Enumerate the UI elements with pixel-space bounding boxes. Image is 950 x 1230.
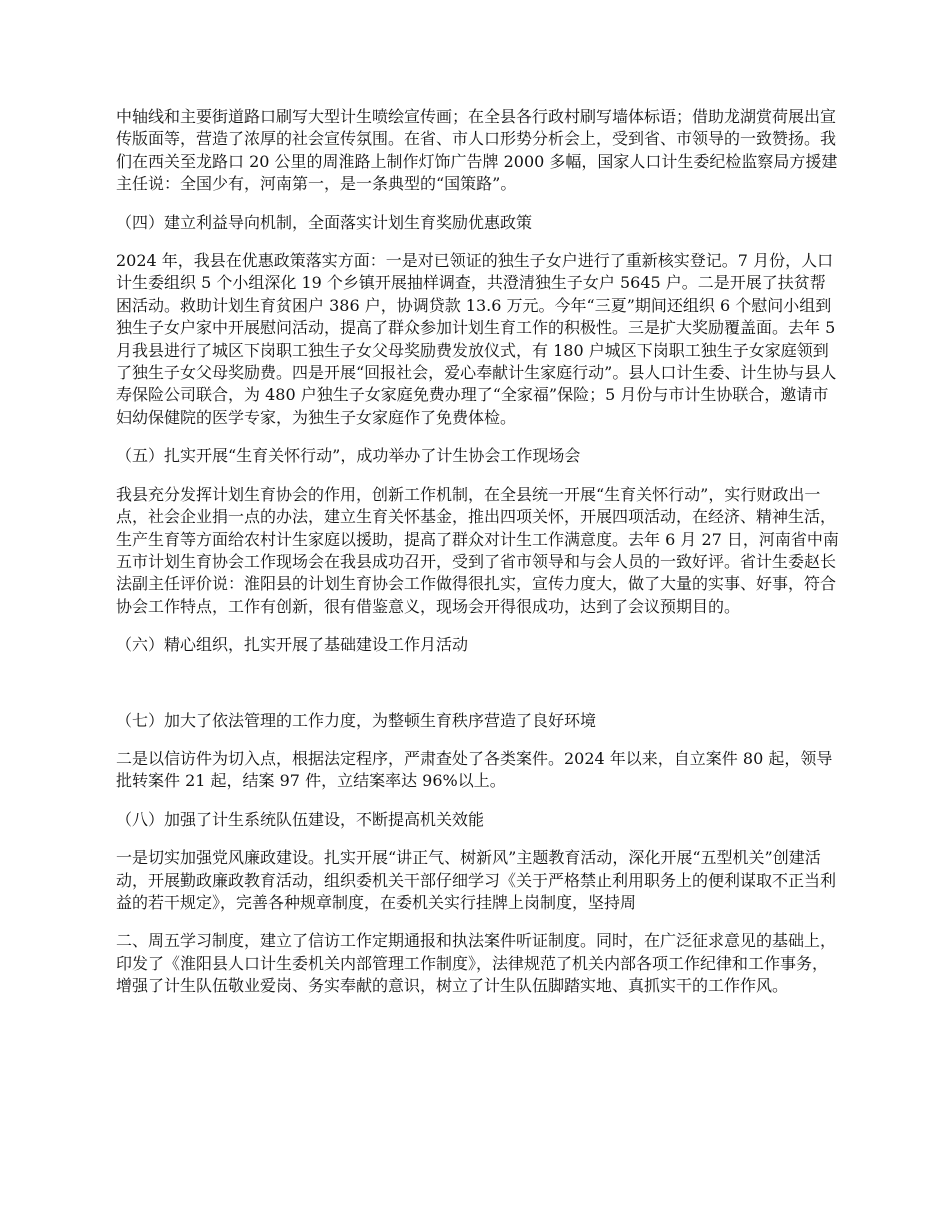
heading-section-8: （八）加强了计生系统队伍建设，不断提高机关效能 <box>116 809 485 829</box>
heading-section-6: （六）精心组织，扎实开展了基础建设工作月活动 <box>116 635 469 655</box>
blank-spacer <box>116 673 840 710</box>
paragraph-legal-management: 二是以信访件为切入点，根据法定程序，严肃查处了各类案件。2024 年以来，自立案件 80 起，领导批转案件 21 起，结案 97 件，立结案率达 96%以上。 <box>116 748 833 791</box>
paragraph-study-system: 二、周五学习制度，建立了信访工作定期通报和执法案件听证制度。同时，在广泛征求意见的基础上，印发了《淮阳县人口计生委机关内部管理工作制度》，法律规范了机关内部各项工作纪律和工作事务，增强了计生队伍敬业爱岗、务实奉献的意识，树立了计生队伍脚踏实地、真抓实干的工作作风。 <box>116 931 837 996</box>
paragraph-care-action: 我县充分发挥计划生育协会的作用，创新工作机制，在全县统一开展“生育关怀行动”，实行财政出一点，社会企业捐一点的办法，建立生育关怀基金，推出四项关怀，开展四项活动，在经济、精神生活，生产生育等方面给农村计生家庭以援助，提高了群众对计生工作满意度。去年 6 月 27 日，河南省中南五市计划生育协会工作现场会在我县成功召开，受到了省市领导和与会人员的一致好评。省计生委赵长法副主任评价说：淮阳县的计划生育协会工作做得很扎实，宣传力度大，做了大量的实事、好事，符合协会工作特点，工作有创新，很有借鉴意义，现场会开得很成功，达到了会议预期目的。 <box>116 484 839 616</box>
paragraph-team-building: 一是切实加强党风廉政建设。扎实开展“讲正气、树新风”主题教育活动，深化开展“五型机关”创建活动，开展勤政廉政教育活动，组织委机关干部仔细学习《关于严格禁止利用职务上的便利谋取不正当利益的若干规定》，完善各种规章制度，在委机关实行挂牌上岗制度，坚持周 <box>116 848 837 912</box>
paragraph-incentive-policy: 2024 年，我县在优惠政策落实方面：一是对已领证的独生子女户进行了重新核实登记。7 月份，人口计生委组织 5 个小组深化 19 个乡镇开展抽样调查，共澄清独生子女户 5645 户。二是开展了扶贫帮困活动。救助计划生育贫困户 386 户，协调贷款 13.6 万元。今年“三夏”期间还组织 6 个慰问小组到独生子女户家中开展慰问活动，提高了群众参加计划生育工作的积极性。三是扩大奖励覆盖面。去年 5 月我县进行了城区下岗职工独生子女父母奖励费发放仪式，有 180 户城区下岗职工独生子女家庭领到了独生子女父母奖励费。四是开展“回报社会，爱心奉献计生家庭行动”。县人口计生委、计生协与县人寿保险公司联合，为 480 户独生子女家庭免费办理了“全家福”保险；5 月份与市计生协联合，邀请市妇幼保健院的医学专家，为独生子女家庭作了免费体检。 <box>116 251 837 427</box>
heading-section-4: （四）建立利益导向机制，全面落实计划生育奖励优惠政策 <box>116 212 533 232</box>
paragraph-publicity: 中轴线和主要街道路口刷写大型计生喷绘宣传画；在全县各行政村刷写墙体标语；借助龙湖赏荷展出宣传版面等，营造了浓厚的社会宣传氛围。在省、市人口形势分析会上，受到省、市领导的一致赞扬。我们在西关至龙路口 20 公里的周淮路上制作灯饰广告牌 2000 多幅，国家人口计生委纪检监察局方援建主任说：全国少有，河南第一，是一条典型的“国策路”。 <box>116 107 838 194</box>
heading-section-7: （七）加大了依法管理的工作力度，为整顿生育秩序营造了良好环境 <box>116 710 597 730</box>
heading-section-5: （五）扎实开展“生育关怀行动”，成功举办了计生协会工作现场会 <box>116 446 581 466</box>
document-body <box>116 106 840 1014</box>
